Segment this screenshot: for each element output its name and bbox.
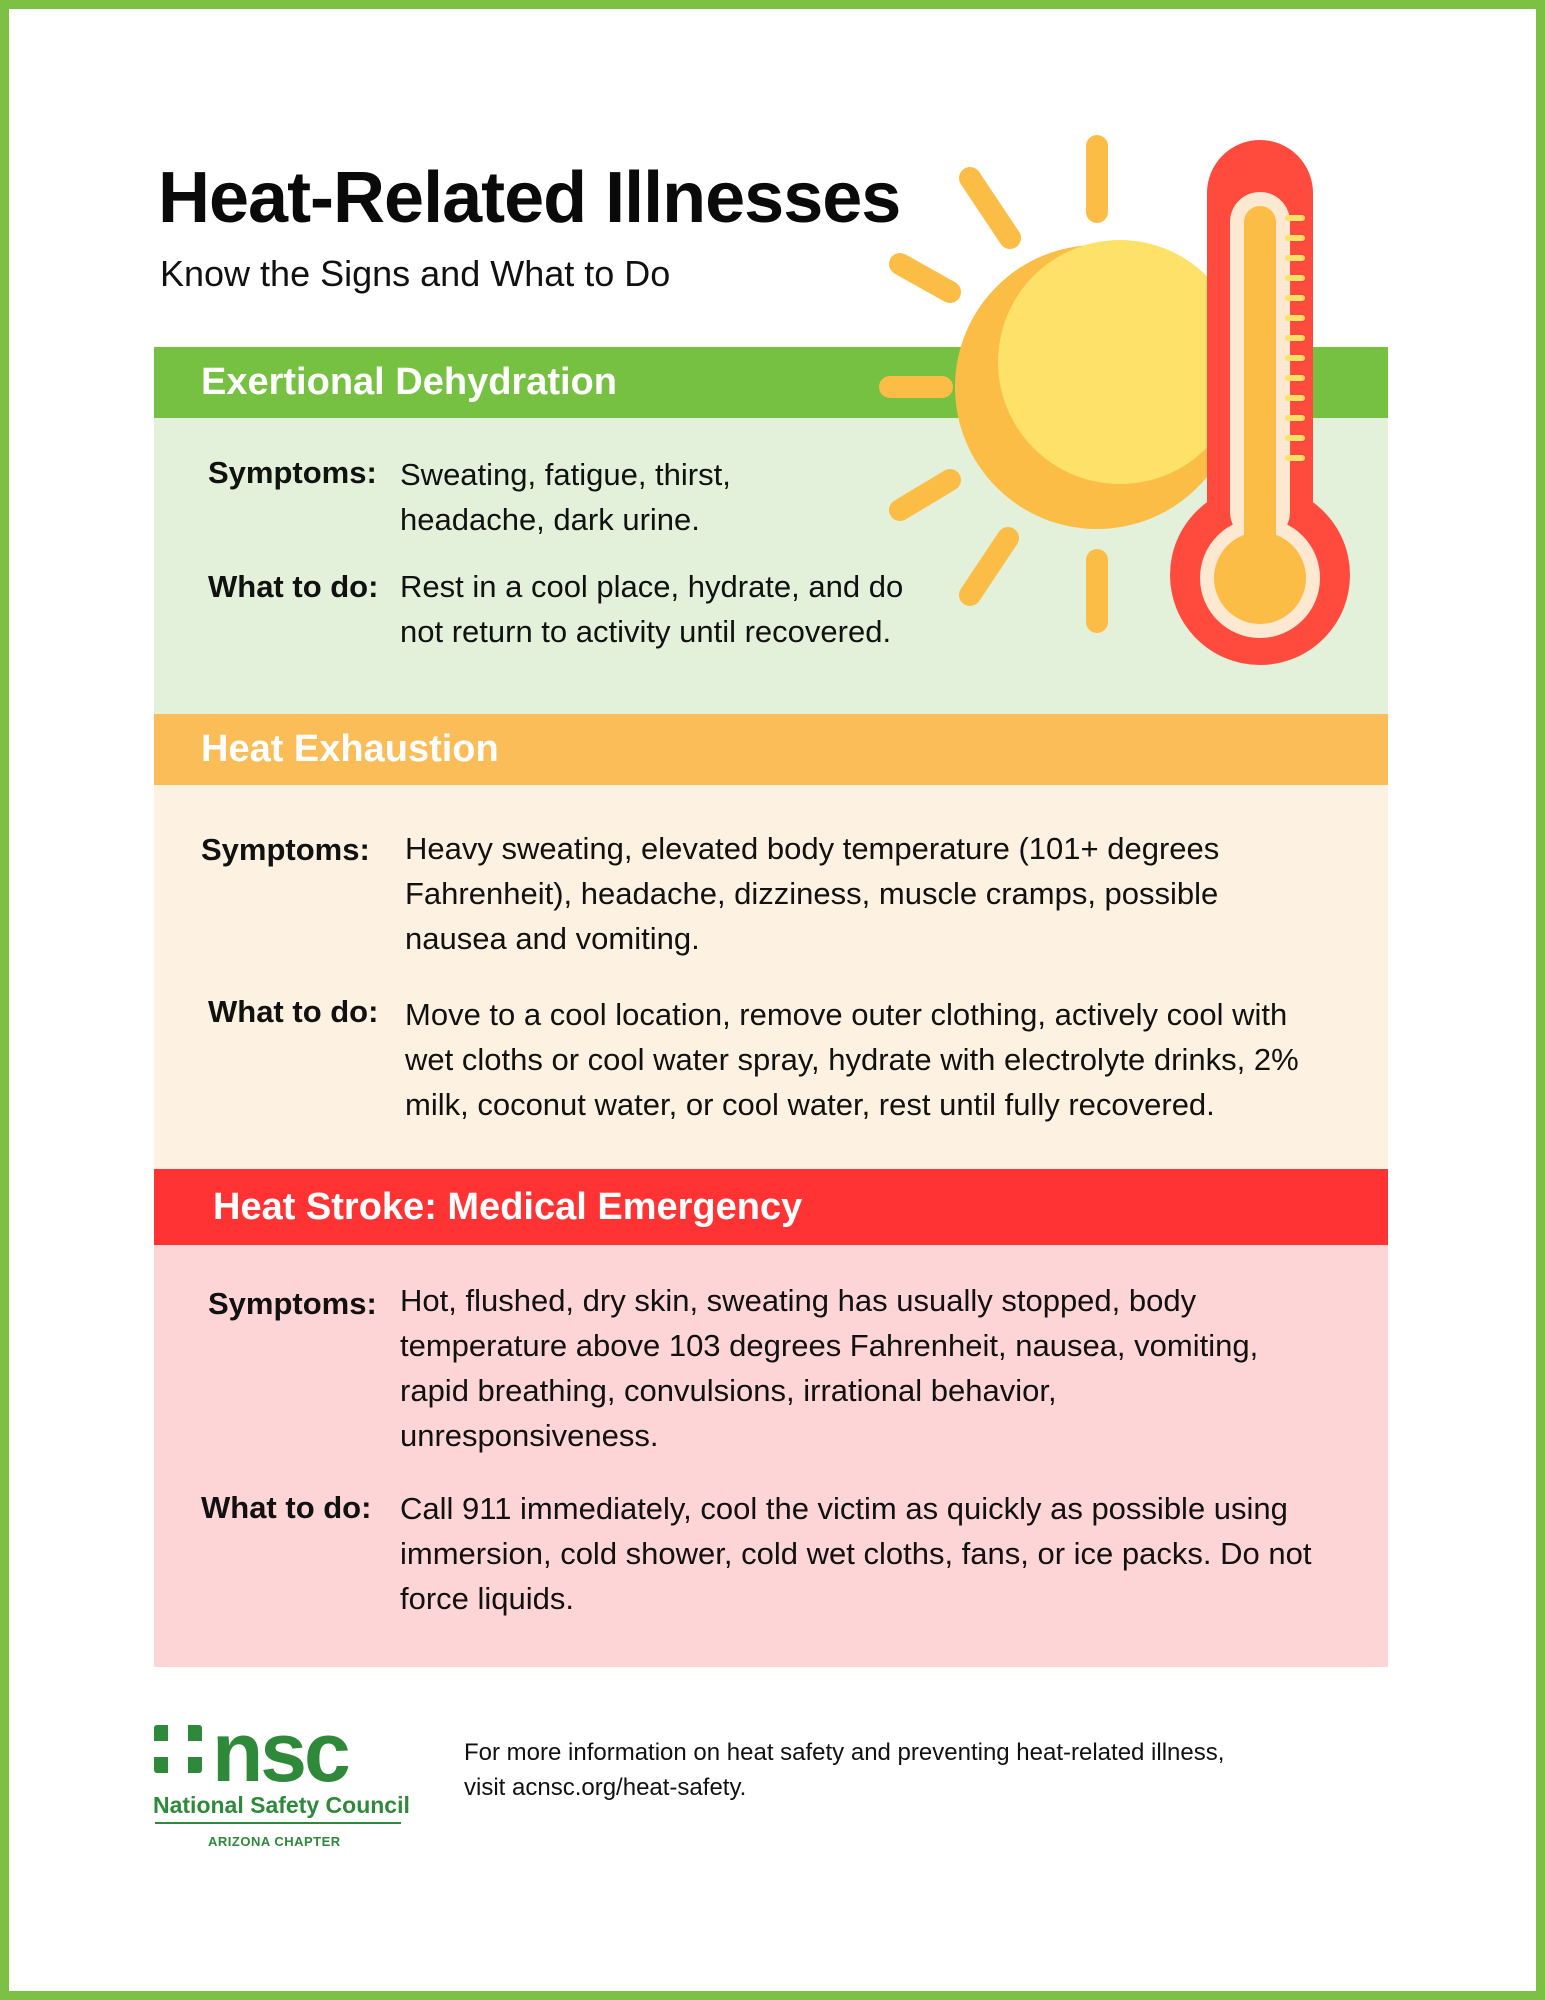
footer-line: visit acnsc.org/heat-safety. — [464, 1774, 747, 1801]
text-line: immersion, cold shower, cold wet cloths, fans, or ice packs. Do not — [400, 1536, 1312, 1571]
footer-line: For more information on heat safety and preventing heat-related illness, — [464, 1739, 1225, 1766]
text-line: nausea and vomiting. — [405, 921, 700, 956]
text-line: rapid breathing, convulsions, irrational behavior, — [400, 1373, 1057, 1408]
exhaustion-header — [154, 714, 1388, 785]
dehydration-heading: Exertional Dehydration — [201, 361, 617, 403]
text-line: Hot, flushed, dry skin, sweating has usually stopped, body — [400, 1283, 1197, 1318]
exhaustion-symptoms-text — [405, 826, 1345, 961]
text-line: not return to activity until recovered. — [400, 614, 892, 649]
stroke-todo-label: What to do: — [201, 1490, 372, 1525]
exhaustion-symptoms-label: Symptoms: — [201, 832, 370, 867]
exhaustion-todo-text — [405, 992, 1365, 1127]
text-line: unresponsiveness. — [400, 1418, 659, 1453]
page-title: Heat-Related Illnesses — [158, 158, 901, 238]
dehydration-symptoms-text — [400, 452, 880, 542]
sun-thermometer-illustration — [870, 130, 1370, 690]
nsc-wordmark: nsc — [212, 1715, 348, 1799]
stroke-heading: Heat Stroke: Medical Emergency — [213, 1185, 803, 1228]
text-line: Move to a cool location, remove outer clothing, actively cool with — [405, 997, 1288, 1032]
exhaustion-todo-label: What to do: — [208, 994, 379, 1029]
text-line: Fahrenheit), headache, dizziness, muscle cramps, possible — [405, 876, 1219, 911]
text-line: Heavy sweating, elevated body temperature (101+ degrees — [405, 831, 1220, 866]
stroke-symptoms-text — [400, 1278, 1360, 1458]
dehydration-todo-label: What to do: — [208, 569, 379, 604]
logo-chapter: ARIZONA CHAPTER — [208, 1834, 341, 1849]
text-line: Rest in a cool place, hydrate, and do — [400, 569, 904, 604]
cross-icon — [150, 1715, 210, 1785]
page-subtitle: Know the Signs and What to Do — [160, 253, 671, 294]
dehydration-todo-text — [400, 564, 920, 654]
text-line: temperature above 103 degrees Fahrenheit, nausea, vomiting, — [400, 1328, 1259, 1363]
logo-divider — [155, 1822, 401, 1824]
logo-name: National Safety Council — [153, 1792, 410, 1818]
dehydration-symptoms-label: Symptoms: — [208, 455, 377, 490]
text-line: Call 911 immediately, cool the victim as quickly as possible using — [400, 1491, 1288, 1526]
text-line: milk, coconut water, or cool water, rest until fully recovered. — [405, 1087, 1215, 1122]
stroke-todo-text — [400, 1486, 1360, 1621]
text-line: wet cloths or cool water spray, hydrate with electrolyte drinks, 2% — [405, 1042, 1299, 1077]
text-line: Sweating, fatigue, thirst, — [400, 457, 731, 492]
text-line: force liquids. — [400, 1581, 575, 1616]
stroke-symptoms-label: Symptoms: — [208, 1286, 377, 1321]
footer-info — [464, 1735, 1364, 1805]
stroke-header — [154, 1169, 1388, 1245]
text-line: headache, dark urine. — [400, 502, 700, 537]
exhaustion-heading: Heat Exhaustion — [201, 728, 499, 770]
